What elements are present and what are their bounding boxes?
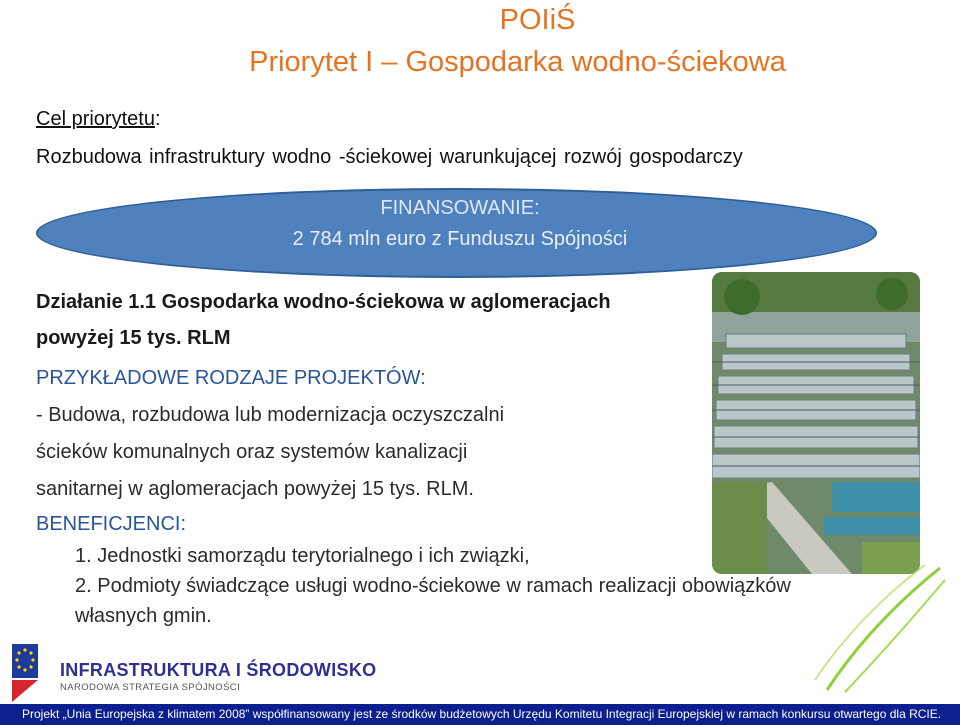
- treatment-plant-photo: [712, 272, 920, 574]
- slide-subtitle: Priorytet I – Gospodarka wodno-ściekowa: [249, 46, 786, 78]
- projects-line-2: ścieków komunalnych oraz systemów kanalizacji: [36, 441, 468, 463]
- projects-heading: PRZYKŁADOWE RODZAJE PROJEKTÓW:: [36, 367, 426, 389]
- beneficiary-item-1: 1. Jednostki samorządu terytorialnego i ich związki,: [75, 545, 530, 567]
- brand-title: INFRASTRUKTURA I ŚRODOWISKO: [60, 660, 377, 680]
- green-swirl-decoration: [805, 560, 955, 700]
- goal-label-colon: :: [154, 108, 161, 130]
- financing-value: 2 784 mln euro z Funduszu Spójności: [292, 228, 628, 250]
- action-title-line-2: powyżej 15 tys. RLM: [36, 327, 231, 349]
- beneficiary-item-3: własnych gmin.: [75, 605, 212, 627]
- footer-bar: [0, 704, 960, 725]
- action-title-line-1: Działanie 1.1 Gospodarka wodno-ściekowa w aglomeracjach: [36, 291, 611, 313]
- beneficiary-item-2: 2. Podmioty świadczące usługi wodno-ściekowe w ramach realizacji obowiązków: [75, 575, 791, 597]
- projects-line-3: sanitarnej w aglomeracjach powyżej 15 tys. RLM.: [36, 478, 474, 500]
- brand-subtitle: NARODOWA STRATEGIA SPÓJNOŚCI: [60, 682, 241, 693]
- goal-label: [36, 108, 161, 131]
- goal-text: Rozbudowa infrastruktury wodno -ściekowej warunkującej rozwój gospodarczy: [36, 146, 743, 168]
- eu-flag-logo-icon: [8, 640, 60, 708]
- financing-label: FINANSOWANIE:: [380, 197, 540, 219]
- slide-title: POIiŚ: [499, 4, 576, 36]
- beneficiaries-heading: BENEFICJENCI:: [36, 513, 187, 535]
- projects-line-1: - Budowa, rozbudowa lub modernizacja oczyszczalni: [36, 404, 505, 426]
- goal-label-text: Cel priorytetu: [36, 108, 155, 130]
- footer-text: Projekt „Unia Europejska z klimatem 2008” współfinansowany jest ze środków budżetowych Urzędu Komitetu Integracji Europejskiej w ramach konkursu otwartego dla RCIE.: [22, 707, 942, 721]
